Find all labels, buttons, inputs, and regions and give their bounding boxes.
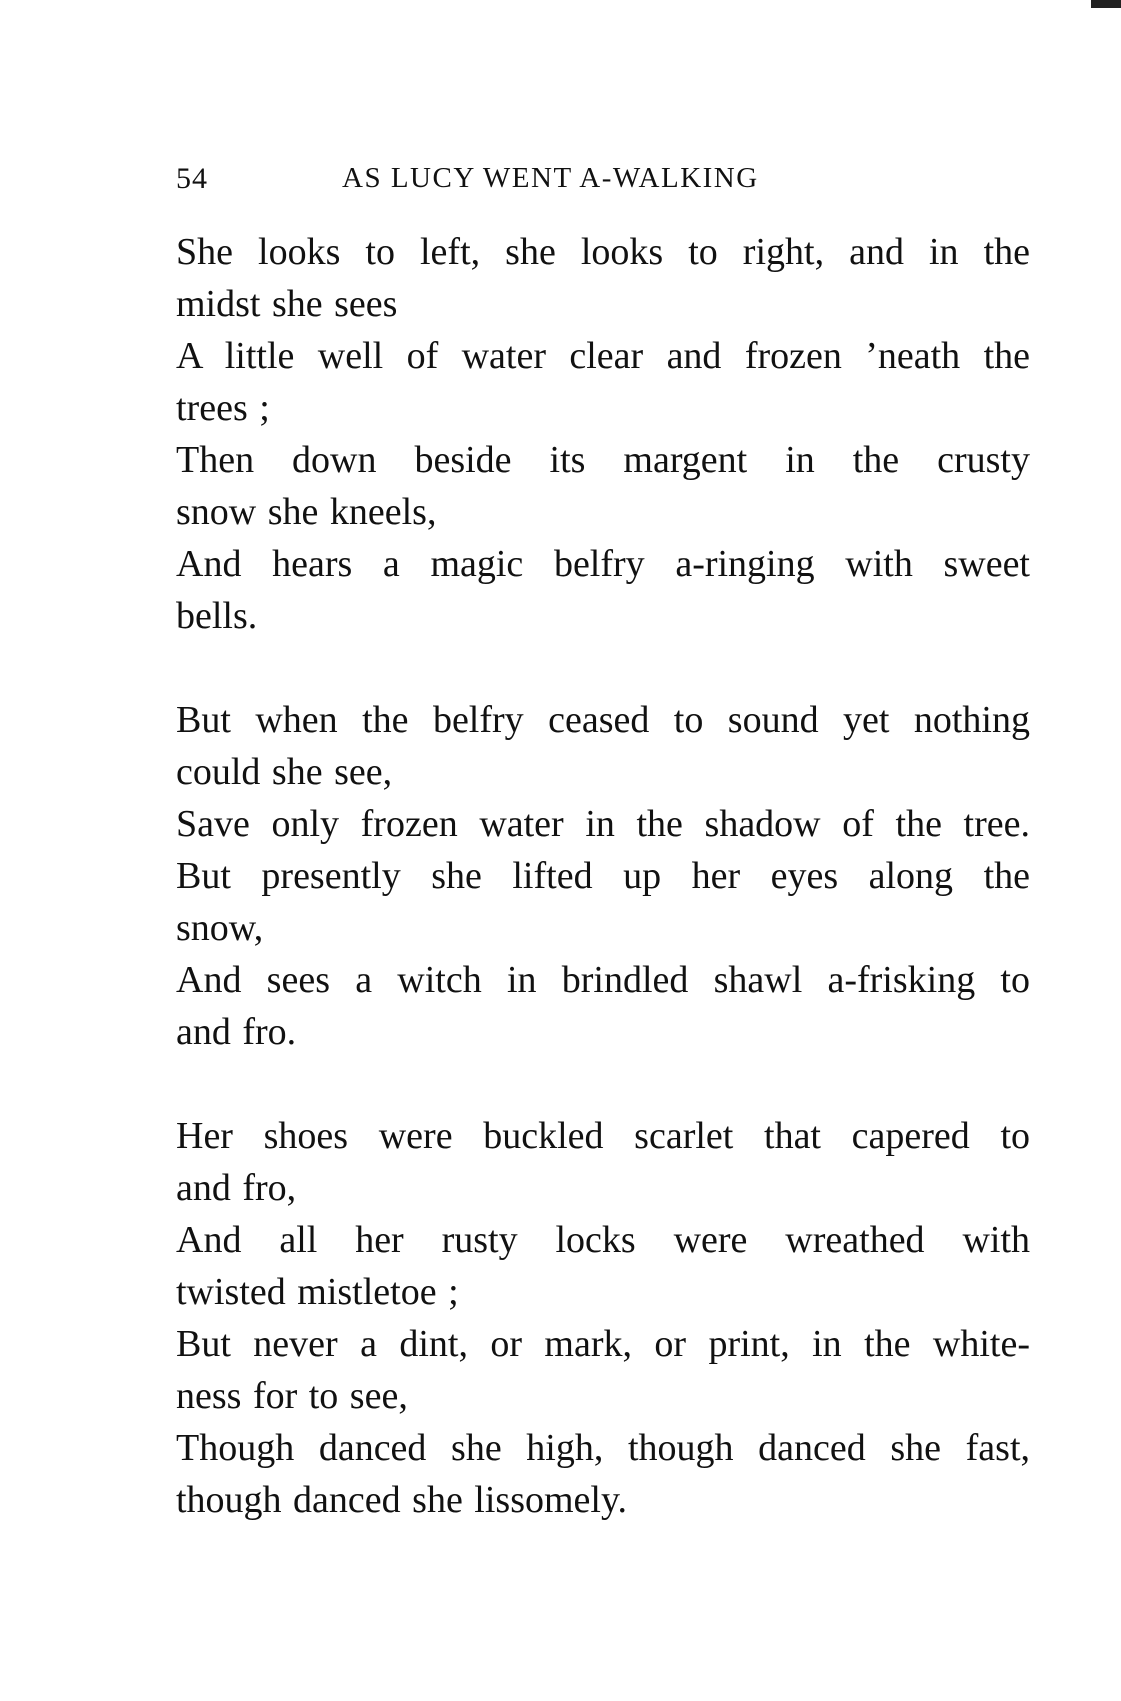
poem-line [176,1318,1030,1422]
line-continuation: twisted mistletoe ; [176,1271,459,1313]
line-first: Then down beside its margent in the crusty [176,439,1030,481]
page-header [176,162,876,202]
poem-line [176,1422,1030,1526]
line-first: Save only frozen water in the shadow of the tree. [176,803,1030,845]
poem-line [176,954,1030,1058]
line-continuation: could she see, [176,751,393,793]
line-first: A little well of water clear and frozen ’neath the [176,335,1030,377]
line-first: She looks to left, she looks to right, and in the [176,231,1030,273]
line-first: Her shoes were buckled scarlet that capered to [176,1115,1030,1157]
line-first: But never a dint, or mark, or print, in the white- [176,1323,1030,1365]
running-title: AS LUCY WENT A-WALKING [342,162,759,194]
stanza-1 [176,226,1030,642]
poem [176,226,1030,1578]
page-number: 54 [176,162,208,195]
poem-line [176,330,1030,434]
poem-line [176,1110,1030,1214]
line-continuation: and fro, [176,1167,297,1209]
poem-line [176,798,1030,850]
line-continuation: midst she sees [176,283,398,325]
line-continuation: snow she kneels, [176,491,437,533]
poem-line [176,538,1030,642]
stanza-2 [176,694,1030,1058]
line-first: But when the belfry ceased to sound yet nothing [176,699,1030,741]
line-continuation: bells. [176,595,258,637]
line-first: Though danced she high, though danced she fast, [176,1427,1030,1469]
stanza-3 [176,1110,1030,1526]
line-continuation: snow, [176,907,264,949]
line-continuation: though danced she lissomely. [176,1479,628,1521]
line-continuation: and fro. [176,1011,297,1053]
poem-line [176,434,1030,538]
poem-line [176,850,1030,954]
line-first: But presently she lifted up her eyes along the [176,855,1030,897]
line-first: And sees a witch in brindled shawl a-frisking to [176,959,1030,1001]
poem-line [176,226,1030,330]
line-continuation: ness for to see, [176,1375,408,1417]
poem-line [176,694,1030,798]
poem-line [176,1214,1030,1318]
scan-edge-mark [1091,0,1121,8]
line-continuation: trees ; [176,387,270,429]
line-first: And hears a magic belfry a-ringing with sweet [176,543,1030,585]
line-first: And all her rusty locks were wreathed with [176,1219,1030,1261]
